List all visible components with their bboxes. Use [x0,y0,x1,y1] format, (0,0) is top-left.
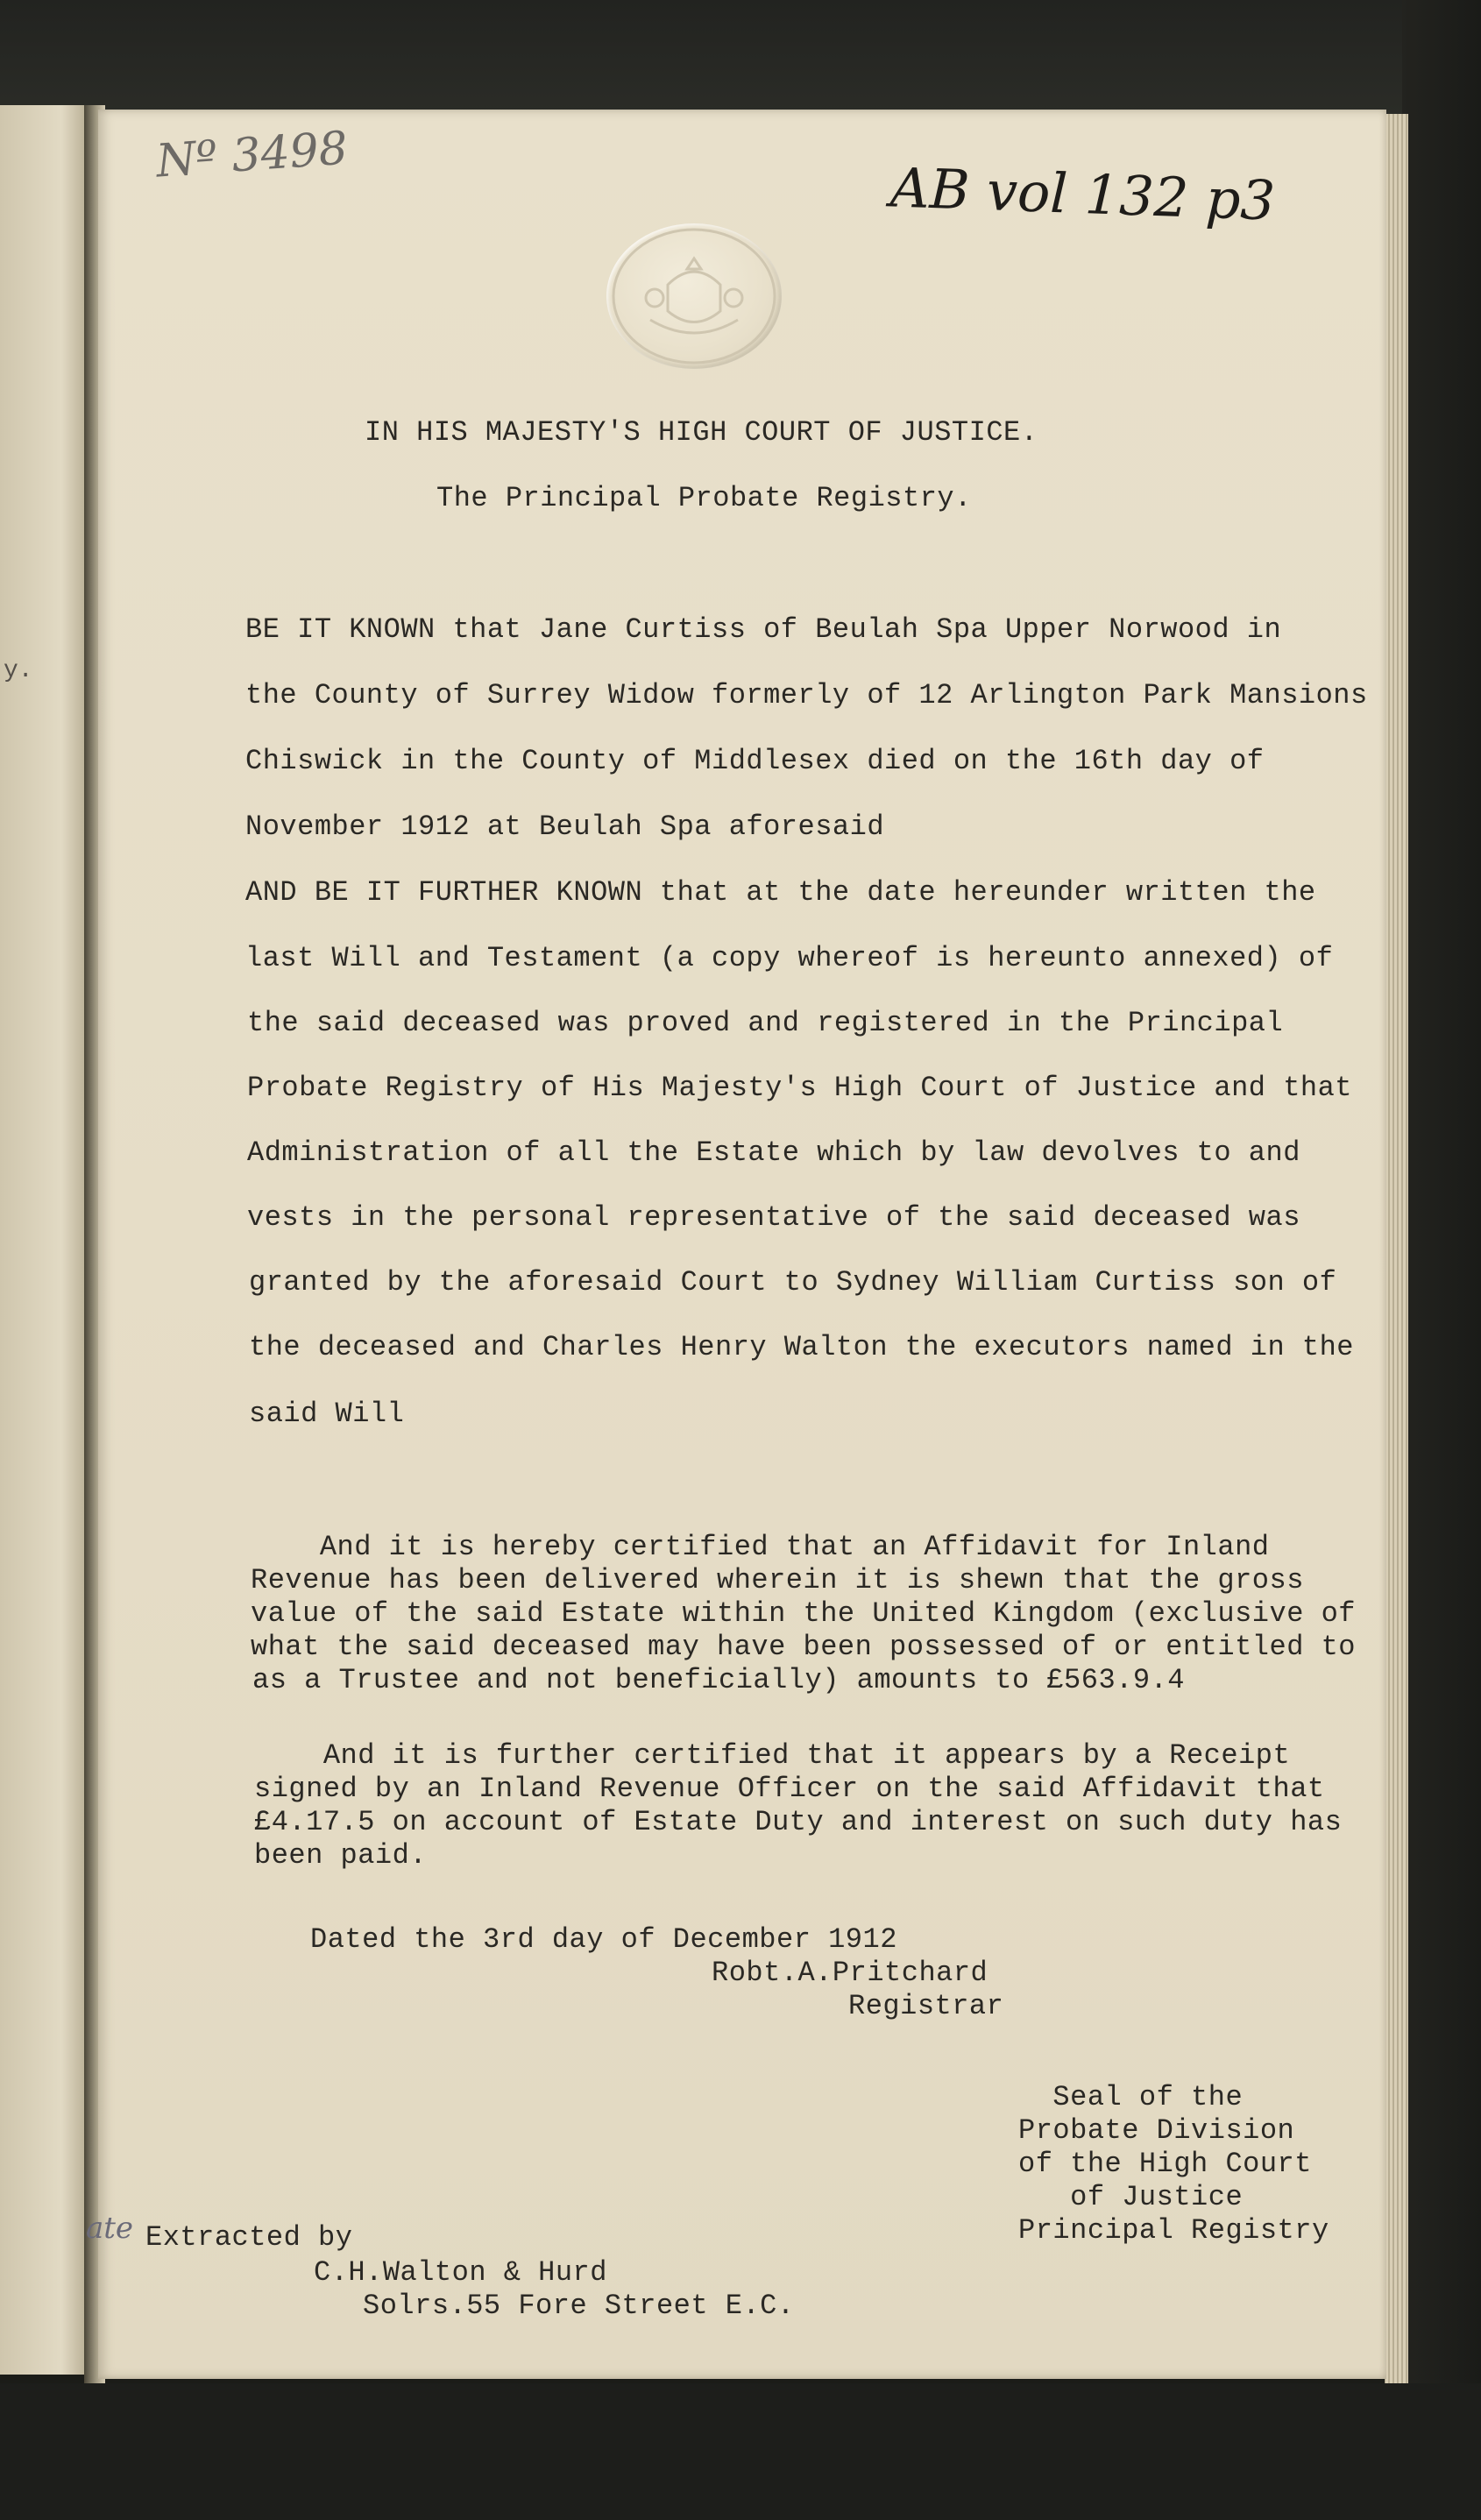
body-line: Administration of all the Estate which by law devolves to and [247,1136,1300,1169]
body-line: November 1912 at Beulah Spa aforesaid [245,811,885,843]
registry-heading: The Principal Probate Registry. [436,482,972,514]
facing-page [0,105,89,2375]
desk-background-right [1402,0,1481,2520]
page-stack-edge [1385,114,1408,2383]
facing-page-mark: y. [4,657,33,684]
body-line: the deceased and Charles Henry Walton the executors named in the [249,1331,1354,1363]
receipt-line: £4.17.5 on account of Estate Duty and interest on such duty has [254,1806,1343,1838]
body-line: last Will and Testament (a copy whereof is hereunto annexed) of [245,942,1334,974]
body-line: BE IT KNOWN that Jane Curtiss of Beulah Spa Upper Norwood in [245,613,1282,646]
body-line: the County of Surrey Widow formerly of 12 Arlington Park Mansions [245,679,1368,711]
desk-background-top [0,0,1481,114]
body-line: the said deceased was proved and registered in the Principal [247,1007,1284,1039]
body-line: granted by the aforesaid Court to Sydney William Curtiss son of [249,1266,1337,1299]
solicitor-firm: C.H.Walton & Hurd [314,2256,607,2289]
registrar-title: Registrar [848,1990,1004,2022]
probate-document-page [86,110,1386,2379]
seal-line: of Justice [1018,2181,1244,2213]
seal-line: of the High Court [1018,2148,1312,2180]
registrar-name: Robt.A.Pritchard [712,1957,989,1989]
affidavit-line: Revenue has been delivered wherein it is shewn that the gross [251,1564,1304,1596]
affidavit-line: as a Trustee and not beneficially) amounts to £563.9.4 [252,1664,1185,1696]
dated-line: Dated the 3rd day of December 1912 [310,1923,897,1956]
embossed-royal-seal [606,223,782,369]
affidavit-line: value of the said Estate within the United Kingdom (exclusive of [251,1597,1356,1630]
margin-note: ate [86,2211,134,2246]
handwritten-number: Nº 3498 [154,122,350,188]
solicitor-address: Solrs.55 Fore Street E.C. [363,2290,795,2322]
extracted-label: Extracted by [145,2221,353,2254]
court-heading: IN HIS MAJESTY'S HIGH COURT OF JUSTICE. [365,416,1038,449]
affidavit-line: And it is hereby certified that an Affidavit for Inland [251,1531,1270,1563]
affidavit-line: what the said deceased may have been possessed of or entitled to [251,1631,1356,1663]
seal-line: Probate Division [1018,2114,1295,2147]
body-line: AND BE IT FURTHER KNOWN that at the date hereunder written the [245,876,1316,909]
receipt-line: signed by an Inland Revenue Officer on the said Affidavit that [254,1773,1325,1805]
body-line: vests in the personal representative of the said deceased was [247,1201,1300,1234]
body-line: said Will [249,1398,405,1430]
receipt-line: And it is further certified that it appears by a Receipt [254,1739,1291,1772]
handwritten-reference: AB vol 132 p3 [889,155,1277,233]
seal-line: Seal of the [1018,2081,1244,2113]
seal-line: Principal Registry [1018,2214,1329,2247]
receipt-line: been paid. [254,1839,428,1872]
desk-background-bottom [0,2383,1481,2520]
body-line: Probate Registry of His Majesty's High Court of Justice and that [247,1072,1352,1104]
body-line: Chiswick in the County of Middlesex died on the 16th day of [245,745,1265,777]
